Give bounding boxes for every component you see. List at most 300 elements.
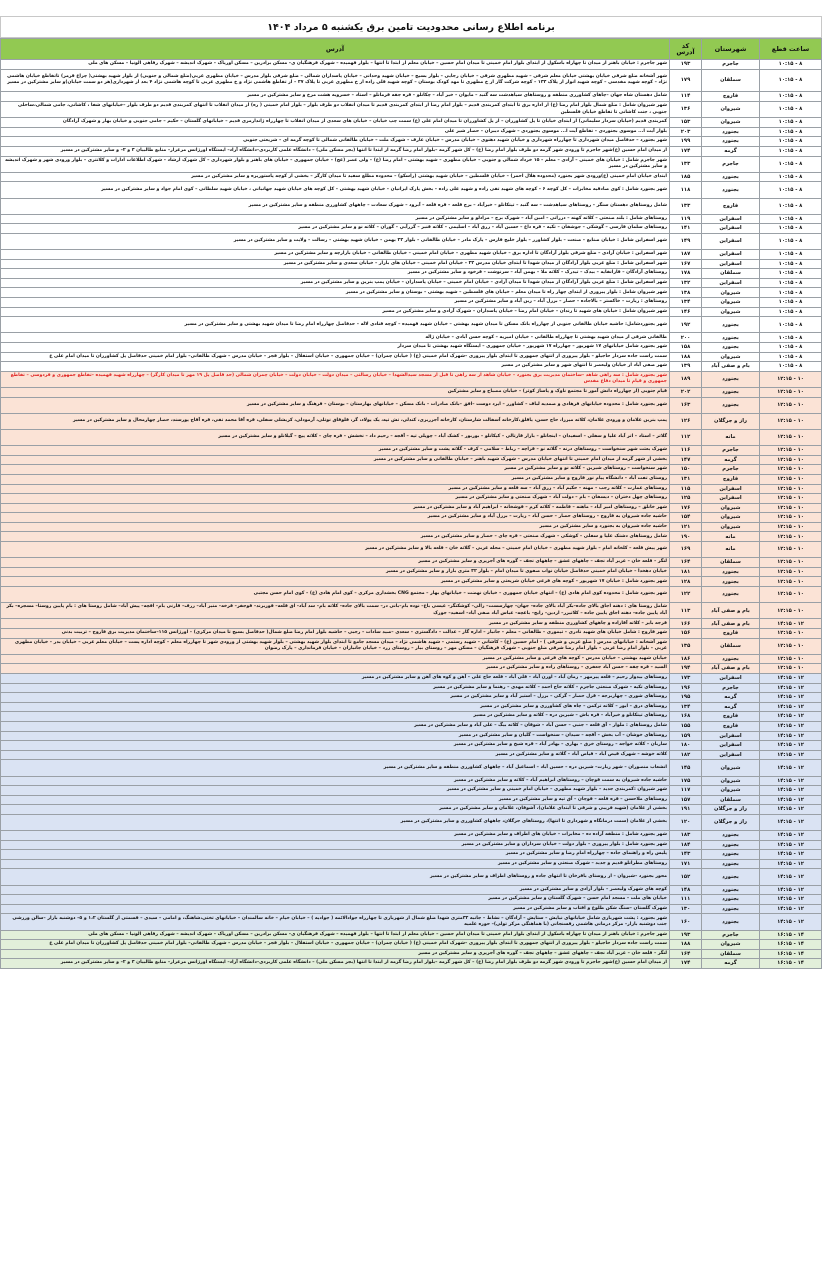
city-cell: بجنورد	[702, 137, 760, 147]
city-cell: فاروج	[702, 198, 760, 214]
table-row	[1, 940, 822, 950]
time-cell: ۱۲ - ۱۴:۱۵	[760, 869, 822, 885]
page-title: برنامه اطلاع رسانی محدودیت تامین برق یکشنبه ۵ مرداد ۱۴۰۴	[0, 16, 822, 38]
city-cell: شیروان	[702, 940, 760, 950]
address-cell: شهرک بعثت شهر سنخواست – روستاهای درنه – گلاته نو – قراچه – رباط – سلامی – کرف – گلاته پشت و سایر مشترکین در مسیر	[1, 446, 670, 456]
city-cell: بجنورد	[702, 343, 760, 353]
table-row	[1, 693, 822, 703]
code-cell: ۱۵۶	[670, 629, 702, 639]
table-row	[1, 567, 822, 577]
city-cell: شیروان	[702, 307, 760, 317]
city-cell: فاروج	[702, 712, 760, 722]
code-cell: ۱۵۸	[670, 343, 702, 353]
time-cell: ۸ - ۱۰:۱۵	[760, 118, 822, 128]
code-cell: ۱۳۴	[670, 702, 702, 712]
time-cell: ۱۰ - ۱۲:۱۵	[760, 638, 822, 654]
city-cell: جاجرم	[702, 465, 760, 475]
time-cell: ۱۰ - ۱۲:۱۵	[760, 387, 822, 397]
table-row	[1, 198, 822, 214]
address-cell: شهر اسفراین : خیابان آزادی – ضلع شرقی بلوار آزادگان تا اداره برق – خیابان شهید مطهری – خیابان امام خمینی – خیابان طالقانی – خیابان بازارچه و سایر مشترکین در مسیر	[1, 250, 670, 260]
time-cell: ۸ - ۱۰:۱۵	[760, 172, 822, 182]
city-cell: گرمه	[702, 693, 760, 703]
table-row	[1, 224, 822, 234]
code-cell: ۱۳۸	[670, 288, 702, 298]
table-row	[1, 721, 822, 731]
time-cell: ۱۰ - ۱۲:۱۵	[760, 413, 822, 429]
code-cell: ۱۱۷	[670, 786, 702, 796]
table-row	[1, 465, 822, 475]
table-row	[1, 558, 822, 568]
code-cell: ۱۹۰	[670, 532, 702, 542]
table-row	[1, 814, 822, 830]
code-cell: ۱۲۶	[670, 413, 702, 429]
city-cell: شیروان	[702, 298, 760, 308]
city-cell: شیروان	[702, 513, 760, 523]
table-row	[1, 182, 822, 198]
city-cell: شیروان	[702, 776, 760, 786]
table-row	[1, 101, 822, 117]
time-cell: ۱۲ - ۱۴:۱۵	[760, 760, 822, 776]
city-cell: بام و صفی آباد	[702, 619, 760, 629]
address-cell: گلاتر – استاد – اتر آباد علیا و سفلی – اسفیدان – اینجانلو – بازار قارتالی – کیکانلو – بوربور – کشک آباد – چوپلی تپه – آقجه – رحیم داد – نخشش – قره چای – کلاته پیچ – گیلانلو و سایر مشترکین در مسیر	[1, 429, 670, 445]
city-cell: اسفراین	[702, 494, 760, 504]
address-cell: شهر بجنورد – حدفاصل میدان شهرداری تا چهارراه شهرداری و خیابان شهید دهنوی – خیابان مدرس – خیابان عارف – شهرک ملت – خیابان طالقانی شمالی تا کوچه گرمه ای – شریعتی جنوبی	[1, 137, 670, 147]
time-cell: ۸ - ۱۰:۱۵	[760, 233, 822, 249]
city-cell: شیروان	[702, 118, 760, 128]
table-row	[1, 362, 822, 372]
city-cell: بام و صفی آباد	[702, 664, 760, 674]
city-cell: بجنورد	[702, 904, 760, 914]
address-cell: شامل دهستان شاه جهان –چاهای کشاورزی منطقه و روستاهای سیاهدشت سه گنبد – مایوان – خیر آباد – چکانلو – قره جقه فرمانلو – استاد – خسرویه هشت مرخ و سایر مشترکین در مسیر	[1, 92, 670, 102]
city-cell: بجنورد	[702, 397, 760, 413]
table-row	[1, 455, 822, 465]
address-cell: شهر بجنورد شامل : محدوده خیابانهای فرهادی و صمدیه لباف – کشاورز – ایزد دوست –افق –بانک صادرات – بانک مسکن – خیابانهای بهارستان – بوستان – فرهنگ و سایر مشترکین در مسیر	[1, 397, 670, 413]
city-cell: اسفراین	[702, 259, 760, 269]
code-cell: ۱۵۷	[670, 795, 702, 805]
address-cell: کلاته خوشه – شهرک فیض آباد – فیاض آباد – گلاته و سایر مشترکین در مسیر	[1, 750, 670, 760]
time-cell: ۱۰ - ۱۲:۱۵	[760, 542, 822, 558]
address-cell: شهر سنخواست – روستاهای شیرین – کلاته نو و سایر مشترکین در مسیر	[1, 465, 670, 475]
time-cell: ۱۲ - ۱۴:۱۵	[760, 712, 822, 722]
code-cell: ۱۷۴	[670, 959, 702, 969]
address-cell: شهر بجنورد شامل : محدوده کوی امام هادی (ع) – انتهای خیابان جمهوری – خیابان نهضت – خیابانهای بهار – مجتمع CNG بخشداری مرکزی – کوی امام هادی (ع) – کوی امام حسن مجتبی	[1, 587, 670, 603]
time-cell: ۱۲ - ۱۴:۱۵	[760, 731, 822, 741]
code-cell: ۱۷۸	[670, 269, 702, 279]
code-cell: ۲۰۰	[670, 333, 702, 343]
address-cell: شهر اسفراین شامل : ضلع غربی بلوار آزادگان از میدان شهدا تا میدان آزادی – خیابان امام خمینی – خیابان پاسداران – خیابان پمپ بنزین و سایر مشترکین در مسیر	[1, 278, 670, 288]
outage-table	[0, 38, 822, 969]
code-cell: ۱۵۵	[670, 721, 702, 731]
code-cell: ۱۷۵	[670, 776, 702, 786]
table-row	[1, 885, 822, 895]
time-cell: ۸ - ۱۰:۱۵	[760, 224, 822, 234]
address-cell: حاشیه جاده شیروان به بجنورد و سایر مشترکین در مسیر	[1, 522, 670, 532]
address-cell: روستاهای تیتکانلو و خیرآباد – قره باش – شیرین دره – کلاته و سایر مشترکین در مسیر	[1, 712, 670, 722]
table-row	[1, 446, 822, 456]
address-cell: از میدان امام حسین (ع)شهر جاجرم تا ورودی شهر گرمه دو طرف بلوار امام رضا (ع) – کل شهر گرمه –بلوار امام رضا گرمه از ابتدا تا انتها (بجز مسکن ملی) – دانشگاه علمی کاربردی–دانشگاه آزاد– ایستگاه اورژانس مرغزار– منابع طالبیان ۳ و ۲– و سایر مشترکین در مسیر	[1, 146, 670, 156]
address-cell: روستاهای خوشان – آب بخش – آقچه – سیدان – سنخواست – گلیان و سایر مشترکین در مسیر	[1, 731, 670, 741]
code-cell: ۱۲۱	[670, 522, 702, 532]
code-cell: ۱۳۰	[670, 904, 702, 914]
time-cell: ۱۰ - ۱۲:۱۵	[760, 484, 822, 494]
city-cell: بجنورد	[702, 333, 760, 343]
table-row	[1, 542, 822, 558]
code-cell: ۱۸۹	[670, 371, 702, 387]
table-row	[1, 712, 822, 722]
address-cell: انشعاب منصوران – شهر زیارت– شیرین دره – حسین آباد – اسماعیل آباد – چاههای کشاورزی منطقه و سایر مشترکین در مسیر	[1, 760, 670, 776]
time-cell: ۱۲ - ۱۴:۱۵	[760, 850, 822, 860]
time-cell: ۱۴ - ۱۶:۱۵	[760, 949, 822, 959]
time-cell: ۱۰ - ۱۲:۱۵	[760, 503, 822, 513]
table-row	[1, 859, 822, 869]
code-cell: ۱۲۲	[670, 587, 702, 603]
time-cell: ۱۰ - ۱۲:۱۵	[760, 455, 822, 465]
code-cell: ۱۱۵	[670, 484, 702, 494]
code-cell: ۱۸۱	[670, 567, 702, 577]
table-row	[1, 474, 822, 484]
table-row	[1, 731, 822, 741]
city-cell: جاجرم	[702, 156, 760, 172]
time-cell: ۱۲ - ۱۴:۱۵	[760, 750, 822, 760]
time-cell: ۱۲ - ۱۴:۱۵	[760, 795, 822, 805]
address-cell: شهر شیروان شامل : ضلع شمال بلوار امام رضا (ع) از اداره برق تا ابتدای کمربندی قدیم – بلوار امام رضا از ابتدای کمربندی قدیم تا میدان انقلاب دو طرف بلوار – بلوار امام خمینی ( ره) از میدان انقلاب تا انتهای کمربندی قدیم دو طرف بلوار –خیابانهای شفا ، کاشانی، جامی شمالی،ساحلی جنوبی ، جنت کاشانی تا تقاطع خیابان فلسطین	[1, 101, 670, 117]
time-cell: ۱۰ - ۱۲:۱۵	[760, 664, 822, 674]
code-cell: ۱۸۸	[670, 352, 702, 362]
table-row	[1, 60, 822, 70]
city-cell: راز و جرگلان	[702, 814, 760, 830]
table-row	[1, 317, 822, 333]
address-cell: شهر شیروان :کمربندی جدید – بلوار شهید مطهری – خیابان امام خمینی و سایر مشترکین در مسیر	[1, 786, 670, 796]
code-cell: ۱۳۲	[670, 278, 702, 288]
time-cell: ۱۲ - ۱۴:۱۵	[760, 885, 822, 895]
time-cell: ۸ - ۱۰:۱۵	[760, 362, 822, 372]
city-cell: اسفراین	[702, 224, 760, 234]
time-cell: ۸ - ۱۰:۱۵	[760, 137, 822, 147]
address-cell: شهر بجنورد شامل : کوی صادقیه مخابرات – کل کوچه ۶ – کوچه های شهید تقی زاده و شهید علی زاده – بخش پارک ایرانیان – خیابان شهید بهشتی – کل کوچه های خیابان شهید جهانبانی ، خیابان شهید سلطانی – کوی امام جواد و سایر مشترکین در مسیر	[1, 182, 670, 198]
address-cell: روستاهای درق – ایور – کلاته ترکمن – چاه های کشاورزی و سایر مشترکین در مسیر	[1, 702, 670, 712]
address-cell: حاشیه جاده شیروان به سمت قوچان – روستاهای ابراهیم آباد – کلاته و سایر مشترکین در مسیر	[1, 776, 670, 786]
time-cell: ۱۲ - ۱۴:۱۵	[760, 683, 822, 693]
time-cell: ۱۴ - ۱۶:۱۵	[760, 959, 822, 969]
city-cell: گرمه	[702, 702, 760, 712]
time-cell: ۸ - ۱۰:۱۵	[760, 156, 822, 172]
time-cell: ۱۰ - ۱۲:۱۵	[760, 587, 822, 603]
table-row	[1, 664, 822, 674]
city-cell: شیروان	[702, 522, 760, 532]
city-cell: جاجرم	[702, 683, 760, 693]
code-cell: ۱۸۳	[670, 831, 702, 841]
time-cell: ۸ - ۱۰:۱۵	[760, 250, 822, 260]
time-cell: ۱۰ - ۱۲:۱۵	[760, 522, 822, 532]
address-cell: شامل روستا های : دهنه اجاق بالای جاده–بکر آباد بالای جاده– جهان– چهارسست– زالی– کوشکنگر– عیسی باغ– نوده بام–بانی در– سمت بالای جاده– کلاته بام– سد آباد– اق قلعه– قوزبرند– قوجقر– قرخه– منیر آباد– زرف– قارنی بام– اقچه– پیش آباد– شامل روستا های : بام پایین روستا– مسجره– بکر آباد پایین جاده– دهنه اجاق پایین جاده – کلاتیزر– اردین– رابج– باغچه– عباس آباد صفی آباد– اسفید– جوزک	[1, 603, 670, 619]
address-cell: قرجه بایر – کلاته آقازاده و چاههای کشاورزی منطقه و سایر مشترکین در مسیر	[1, 619, 670, 629]
city-cell: سملقان	[702, 269, 760, 279]
time-cell: ۱۲ - ۱۴:۱۵	[760, 693, 822, 703]
address-cell: خیابان های ملت – مسجد امام حسن – شهرک گلستان و سایر مشترکین در مسیر	[1, 895, 670, 905]
address-cell: شهر آشخانه ضلع شرقی خیابان بهشتی خیابان معلم شرقی – شهید مطهری شرقی – خیابان رجایی – بلوار بسیج – خیابان شهید وحدانی – خیابان پاسداران شمالی – ضلع شرقی بلوار مدرس – خیابان مطهری غربی(ضلع شمالی و جنوبی) از بلوار شهید بهشتی( چراغ قرمز) تاتقاطع خیابان هاشمی نژاد – کوچه شهید مقدسی – کوچه شهید انوار از پلاک ۱۳۳ – کوچه شرکت گاز از خ مطهری تا مهد کودک بوستان – کوچه شهید قلی زاده از خ مطهری غربی تا پلاک ۳۷ – از تقاطع هاشمی نژاد و خ مطهری غربی تا کوچه هاشمی نژاد ۴ بعد از شهرداری(هر دو سمت خیابان)و سایر مشترکین در مسیر	[1, 69, 670, 92]
table-row	[1, 127, 822, 137]
address-cell: قیام جنوبی (از چهارراه دانش آموز تا مجتمع ناوک و پاساژ کوثر) – خیابان مصباح و سایر مشترکین	[1, 387, 670, 397]
city-cell: بجنورد	[702, 885, 760, 895]
code-cell: ۱۳۴	[670, 298, 702, 308]
time-cell: ۱۲ - ۱۴:۱۵	[760, 786, 822, 796]
table-row	[1, 638, 822, 654]
time-cell: ۸ - ۱۰:۱۵	[760, 101, 822, 117]
address-cell: شهر پیش قلعه – کلخانه امام – بلوار شهید مطهری – خیابان امام خمینی – محله غربی – گلاته خان – قلعه بالا و سایر مشترکین در مسیر	[1, 542, 670, 558]
code-cell: ۱۹۳	[670, 60, 702, 70]
code-cell: ۲۰۲	[670, 387, 702, 397]
address-cell: روستاهای مطرانلو قدیم و جدید – شهرک صنعتی و سایر مشترکین در مسیر	[1, 859, 670, 869]
table-row	[1, 352, 822, 362]
address-cell: روستاهای ملاحسن – قره قلعه – قوچان – آق تپه و سایر مشترکین در مسیر	[1, 795, 670, 805]
address-cell: لنگر – قلعه خان – عزیز آباد نجف – چاههای عشق – چاههای نجف – گوره های آجرپزی و سایر مشترکین در مسیر	[1, 949, 670, 959]
table-row	[1, 156, 822, 172]
address-cell: شهر جاجرم : خیابان باهنر از میدان تا چهاراه باسکول از ابتدای بلوار امام خمینی تا میدان امام حسین – خیابان معلم از ابتدا تا انتها – بلوار فهمیده – شهرک فرهنگیان ی– مسکن برادرین – مسکن اوریاک – شهرک اندیشه – شهرک رفاهی الونیا – مسکن های ملی	[1, 60, 670, 70]
city-cell: بجنورد	[702, 567, 760, 577]
table-row	[1, 587, 822, 603]
table-row	[1, 683, 822, 693]
time-cell: ۱۲ - ۱۴:۱۵	[760, 895, 822, 905]
time-cell: ۱۰ - ۱۲:۱۵	[760, 446, 822, 456]
code-cell: ۱۵۰	[670, 465, 702, 475]
code-cell: ۱۱۱	[670, 895, 702, 905]
code-cell: ۱۷۳	[670, 673, 702, 683]
city-cell: سملقان	[702, 795, 760, 805]
code-cell: ۱۲۵	[670, 494, 702, 504]
code-cell: ۱۶۸	[670, 712, 702, 722]
time-cell: ۱۰ - ۱۲:۱۵	[760, 513, 822, 523]
time-cell: ۸ - ۱۰:۱۵	[760, 127, 822, 137]
table-row	[1, 214, 822, 224]
city-cell: فاروج	[702, 474, 760, 484]
city-cell: بجنورد	[702, 895, 760, 905]
table-row	[1, 959, 822, 969]
table-row	[1, 259, 822, 269]
table-row	[1, 776, 822, 786]
address-cell: روستاهای شوری – چهاربرجه – قزل حصار – گرکی – برزل – استیر آباد و سایر مشترکین در مسیر	[1, 693, 670, 703]
table-row	[1, 503, 822, 513]
code-cell: ۱۹۱	[670, 805, 702, 815]
address-cell: طالقانی شرقی از میدان شهید بهشتی تا چهارراه طالقانی – خیابان امیریه – کوچه حسن آبادی – خیابان ژاله	[1, 333, 670, 343]
code-cell: ۱۵۴	[670, 513, 702, 523]
time-cell: ۸ - ۱۰:۱۵	[760, 317, 822, 333]
table-row	[1, 429, 822, 445]
code-cell: ۱۷۹	[670, 69, 702, 92]
address-cell: روستاهای عمارت – کلاته رجب – مهنه – حکیم آباد – زرق آباد – سه قلعه و سایر مشترکین در مسیر	[1, 484, 670, 494]
city-cell: فاروج	[702, 92, 760, 102]
code-cell: ۱۴۷	[670, 455, 702, 465]
time-cell: ۸ - ۱۰:۱۵	[760, 333, 822, 343]
time-cell: ۱۰ - ۱۲:۱۵	[760, 577, 822, 587]
address-cell: شهر بجنورد : پشت شهربازی شامل خیابانهای نیایش – ستایش – آزادگان – نشاط – جانبه ۳۲متری شهدا ضلع شمال از شهربازی تا چهارراه جوادالائمه ( جوادیه ) – خیابان خیام – خانه سالمندان – خیابانهای تختی،شاهنگ، و امامی – سیدی – قسمتی از گلستان ۱،۲ و ۵– دوشنبه بازار –سالن ورزشی جنب دوشنبه بازار– مرکز درمانی هاشمی رفسنجانی (با هماهنگی مرکز تولی)– حوزه علمیه	[1, 914, 670, 930]
address-cell: روستاهای شامل : بلند صنعتی – کلاته کهنه – دزراتی – امین آباد – شهرک برج – مرادلو و سایر مشترکین در مسیر	[1, 214, 670, 224]
address-cell: سمت راست جاده سردار حاجیلو – بلوار پیروزی از انتهای جمهوری تا ابتدای بلوار پیروزی –شهرک امام خمینی (ع) ( خیابان چمران) – خیابان جمهوری – خیابان استقلال – بلوار فجر – خیابان مدرس – شهرک طالقانی– بلوار امام خمینی حدفاصل پل کشاورزان تا میدان امام علی ع	[1, 940, 670, 950]
address-cell: پمپ بنزین غلامان و ورودی غلامان، کلاته میرزا، حاج حسن، یاقلق،کارخانه آسفالت شارستان، کارخانه آجرریزی، کندلی، تش تپه، یک پولاد، گز، قلوقاق نوتلی، آرمودلی، کریشلی سفلی، قره آقا محمد تقی، قره آقاج پورسند، حصار چهارمحال و سایر مشترکین در مسیر	[1, 413, 670, 429]
time-cell: ۱۲ - ۱۴:۱۵	[760, 814, 822, 830]
code-cell: ۱۸۵	[670, 172, 702, 182]
address-cell: لنگر – قلعه خان – عزیز آباد نجف – چاههای عشق – چاههای نجف – گوره های آجرپزی و سایر مشترکین در مسیر	[1, 558, 670, 568]
code-cell: ۲۰۳	[670, 127, 702, 137]
code-cell: ۱۳۳	[670, 198, 702, 214]
table-row	[1, 137, 822, 147]
code-cell: ۱۷۱	[670, 859, 702, 869]
code-cell: ۱۶۹	[670, 542, 702, 558]
table-row	[1, 233, 822, 249]
time-cell: ۱۰ - ۱۲:۱۵	[760, 567, 822, 577]
city-cell: بجنورد	[702, 840, 760, 850]
code-cell: ۱۳۵	[670, 638, 702, 654]
code-cell: ۱۳۳	[670, 156, 702, 172]
table-row	[1, 673, 822, 683]
address-cell: شهر بجنورد شامل خیابانهای ۱۷ شهریور – چهارراه ۱۷ شهریور – خیابان جمهوری – ایستگاه شهید بهشتی تا میدان سردار	[1, 343, 670, 353]
time-cell: ۱۰ - ۱۲:۱۵	[760, 494, 822, 504]
table-row	[1, 629, 822, 639]
address-cell: حاشیه جاده شیروان به فاروج – روستاهای حصار – حسن آباد – زیارت – برزل آباد و سایر مشترکین در مسیر	[1, 513, 670, 523]
time-cell: ۱۲ - ۱۴:۱۵	[760, 904, 822, 914]
city-cell: بجنورد	[702, 914, 760, 930]
time-cell: ۸ - ۱۰:۱۵	[760, 307, 822, 317]
city-cell: فاروج	[702, 721, 760, 731]
table-row	[1, 484, 822, 494]
time-cell: ۸ - ۱۰:۱۵	[760, 269, 822, 279]
time-cell: ۱۴ - ۱۶:۱۵	[760, 930, 822, 940]
address-cell: شامل روستاهای دهستان سنگر – روستاهای سیاهدشت – سه گنبد – تیتکانلو – خیرآباد – برج قلعه – قره قلعه – آبرود – شهرک سعادت – چاههای کشاورزی منطقه و سایر مشترکین در مسیر	[1, 198, 670, 214]
city-cell: بجنورد	[702, 387, 760, 397]
table-row	[1, 831, 822, 841]
table-row	[1, 795, 822, 805]
time-cell: ۱۲ - ۱۴:۱۵	[760, 805, 822, 815]
table-row	[1, 387, 822, 397]
code-cell: ۱۹۹	[670, 137, 702, 147]
code-cell: ۱۸۸	[670, 940, 702, 950]
city-cell: بام و صفی آباد	[702, 362, 760, 372]
address-cell: شهر جاجرم شامل : خیابان های خمینی – آزادی – معلم – ۱۵ خرداد شمالی و جنوبی – خیابان مطهری – شهید بهشتی – امام رضا (ع) – ولی عصر (عج) – خیابان جمهوری – خیابان های باهنر و بلوار شهرداری – کل شهرک ارشاد – شهرک اطلاعات ادارات و کلانتری – بلوار ورودی شهر و شهرک اندیشه و سایر مشترکین در مسیر	[1, 156, 670, 172]
address-cell: روستاهای بیدواز رحیم – قلعه پیرمهر – زمان آباد – اوزن آباد – قلی آباد – قلعه حاج علی – آهن و کوه های آهن و سایر مشترکین در مسیر	[1, 673, 670, 683]
address-cell: شهر بجنورد شامل : خیابان ۱۷ شهریور – کوچه های فرعی خیابان شریعتی و سایر مشترکین در مسیر	[1, 577, 670, 587]
address-cell: کمربندی قدیم (خیابان سردار سلیمانی) از ابتدای خیابان تا پل کشاورزان – از پل کشاورزان تا میدان امام علی (ع) سمت چپ خیابان – خیابان های سعدی از میدان انقلاب تا چهارراه ژاندارمری قدیم – خیابانهای گلستان – حکیم – جامی جنوبی و خیابان بهار و شهرک آزادگان	[1, 118, 670, 128]
time-cell: ۸ - ۱۰:۱۵	[760, 278, 822, 288]
code-cell: ۱۹۶	[670, 683, 702, 693]
time-cell: ۱۰ - ۱۲:۱۵	[760, 371, 822, 387]
address-cell: بخشی از شهر گرمه از میدان امام خمینی تا انتهای خیابان مدرس – شهرک شهید باهنر – خیابان طالقانی و سایر مشترکین در مسیر	[1, 455, 670, 465]
table-row	[1, 702, 822, 712]
city-cell: اسفراین	[702, 673, 760, 683]
code-cell: ۱۴۳	[670, 850, 702, 860]
table-row	[1, 786, 822, 796]
address-cell: کوچه های شهرک ولیعصر – بلوار آزادی و سایر مشترکین در مسیر	[1, 885, 670, 895]
address-cell: شهر شیروان شامل : خیابان های شهید تا زندان – خیابان امام رضا – خیابان پاسداران – شهرک آزادی و سایر مشترکین در مسیر	[1, 307, 670, 317]
time-cell: ۱۲ - ۱۴:۱۵	[760, 741, 822, 751]
address-cell: خیابان شهید بهشتی – خیابان مدرس – کوچه های فرعی و سایر مشترکین در مسیر	[1, 654, 670, 664]
table-row	[1, 288, 822, 298]
table-row	[1, 603, 822, 619]
code-cell: ۱۸۴	[670, 840, 702, 850]
city-cell: جاجرم	[702, 60, 760, 70]
time-cell: ۱۲ - ۱۴:۱۵	[760, 859, 822, 869]
code-cell: ۱۸۲	[670, 750, 702, 760]
city-cell: بجنورد	[702, 654, 760, 664]
time-cell: ۸ - ۱۰:۱۵	[760, 92, 822, 102]
time-cell: ۱۲ - ۱۴:۱۵	[760, 619, 822, 629]
city-cell: شیروان	[702, 786, 760, 796]
time-cell: ۱۰ - ۱۲:۱۵	[760, 532, 822, 542]
code-cell: ۱۸۶	[670, 654, 702, 664]
time-cell: ۱۲ - ۱۴:۱۵	[760, 831, 822, 841]
city-cell: راز و جرگلان	[702, 805, 760, 815]
header-city: شهرستان	[702, 39, 760, 60]
address-cell: شهر بجنورد شامل : بلوار پیروزی – بلوار دولت – خیابان سرداران و سایر مشترکین در مسیر	[1, 840, 670, 850]
address-cell: خیابان دهخدا – خیابان امام خمینی حدفاصل خیابان نواب صفوی تا میدان امام – بلوار ۳۲ متری بازار و سایر مشترکین در مسیر	[1, 567, 670, 577]
time-cell: ۱۰ - ۱۲:۱۵	[760, 603, 822, 619]
table-row	[1, 172, 822, 182]
table-row	[1, 741, 822, 751]
address-cell: شهر شیروان شامل : بلوار پیروزی از ابتدای چهار راه تا میدان معلم – خیابان های فلسطین – شهید بهشتی – بوستان و سایر مشترکین در مسیر	[1, 288, 670, 298]
address-cell: شهر بجنوردشامل: حاشیه خیابان طالقانی جنوبی از چهارراه بانک مسکن تا میدان شهید بهشتی – خیابان شهید فهمیده – کوچه قنادی لاله – حدفاصل چهارراه امام رضا تا میدان شهید بهشتی و سایر مشترکین در مسیر	[1, 317, 670, 333]
address-cell: روستاهای چهل دختران – دیسفان – بام – دولت آباد – شهرک صنعتی و سایر مشترکین در مسیر	[1, 494, 670, 504]
city-cell: شیروان	[702, 288, 760, 298]
time-cell: ۸ - ۱۰:۱۵	[760, 198, 822, 214]
city-cell: گرمه	[702, 455, 760, 465]
table-row	[1, 69, 822, 92]
city-cell: بجنورد	[702, 850, 760, 860]
table-row	[1, 278, 822, 288]
time-cell: ۸ - ۱۰:۱۵	[760, 214, 822, 224]
code-cell: ۱۱۶	[670, 446, 702, 456]
table-header-row	[1, 39, 822, 60]
table-row	[1, 895, 822, 905]
table-row	[1, 118, 822, 128]
table-row	[1, 146, 822, 156]
table-row	[1, 307, 822, 317]
address-cell: بلوار آیت ا... موسوی بجنوردی – تقاطع آیت ا... موسوی بجنوردی – شهرک دیبران – حصار شیر علی	[1, 127, 670, 137]
address-cell: پلیس راه و راهنمای جاده – چهارراه امام رضا و سایر مشترکین در مسیر	[1, 850, 670, 860]
table-row	[1, 522, 822, 532]
address-cell: شهرک گلستان –سنگ شکن طلوع و افتاب و سایر مشترکین در مسیر	[1, 904, 670, 914]
city-cell: اسفراین	[702, 741, 760, 751]
time-cell: ۱۲ - ۱۴:۱۵	[760, 914, 822, 930]
address-cell: شامل روستاهای : ملوار – آق قلعه – جنبی – حسن آباد – شوقان – کلاته بیگ – علی آباد و سایر مشترکین در مسیر	[1, 721, 670, 731]
city-cell: بجنورد	[702, 577, 760, 587]
code-cell: ۱۳۹	[670, 362, 702, 372]
city-cell: مانه	[702, 429, 760, 445]
code-cell: ۱۷۴	[670, 146, 702, 156]
code-cell: ۱۱۲	[670, 429, 702, 445]
time-cell: ۸ - ۱۰:۱۵	[760, 259, 822, 269]
code-cell: ۱۳۱	[670, 474, 702, 484]
address-cell: روستاهای آزادگان – قازانقایه – بیدک – تیدرک – کلاته ملا – بهمن آباد – سرنوشت – قرخود و سایر مشترکین در مسیر	[1, 269, 670, 279]
city-cell: اسفراین	[702, 750, 760, 760]
table-row	[1, 869, 822, 885]
code-cell: ۱۴۹	[670, 233, 702, 249]
table-row	[1, 904, 822, 914]
code-cell: ۱۵۳	[670, 118, 702, 128]
address-cell: شهر آشخانه : خیابانهای مدرس ( ضلع غربی و شرقی ) – امام حسین (ع) – کاشانی – شهید رستمی – شهید هاشمی نژاد – میدان مسجد جامع تا ابتدای بلوار شهید بهشتی – بلوار شهید بهشتی از ورودی شهر تا چهارراه معلم – کوچه اداره پست – خیابان معلم غربی – خیابان بدر – خیابان مطهری غربی – بلوار امام رضا غربی – بلوار امام رضا شرقی ضلع جنوبی – شهرک فرهنگیان – مسکن مهر – روستای بیار – روستای زرد – خیابان جانبازان – خیابان فرمانداری – پارک رضوان	[1, 638, 670, 654]
address-cell: شهر خانلق – روستاهای امیر آباد – ماهنه – فاطمه – کلاته کرم – قوشخانه – ابراهیم آباد و سایر مشترکین در مسیر	[1, 503, 670, 513]
time-cell: ۱۲ - ۱۴:۱۵	[760, 776, 822, 786]
address-cell: شهر صفی آباد از خیابان ولیعصر تا انتهای شهر و سایر مشترکین در مسیر	[1, 362, 670, 372]
city-cell: بجنورد	[702, 869, 760, 885]
table-row	[1, 92, 822, 102]
table-row	[1, 619, 822, 629]
city-cell: اسفراین	[702, 233, 760, 249]
table-row	[1, 298, 822, 308]
city-cell: مانه	[702, 542, 760, 558]
address-cell: شهر اسفراین شامل : ضلع غربی بلوار آزادگان از میدان شهدا تا ابتدای خیابان مدرس ۲۲ – خیابان امام خمینی – خیابان های بازار – خیابان سعدی و سایر مشترکین در مسیر	[1, 259, 670, 269]
table-row	[1, 850, 822, 860]
city-cell: سملقان	[702, 638, 760, 654]
city-cell: بجنورد	[702, 127, 760, 137]
table-row	[1, 805, 822, 815]
